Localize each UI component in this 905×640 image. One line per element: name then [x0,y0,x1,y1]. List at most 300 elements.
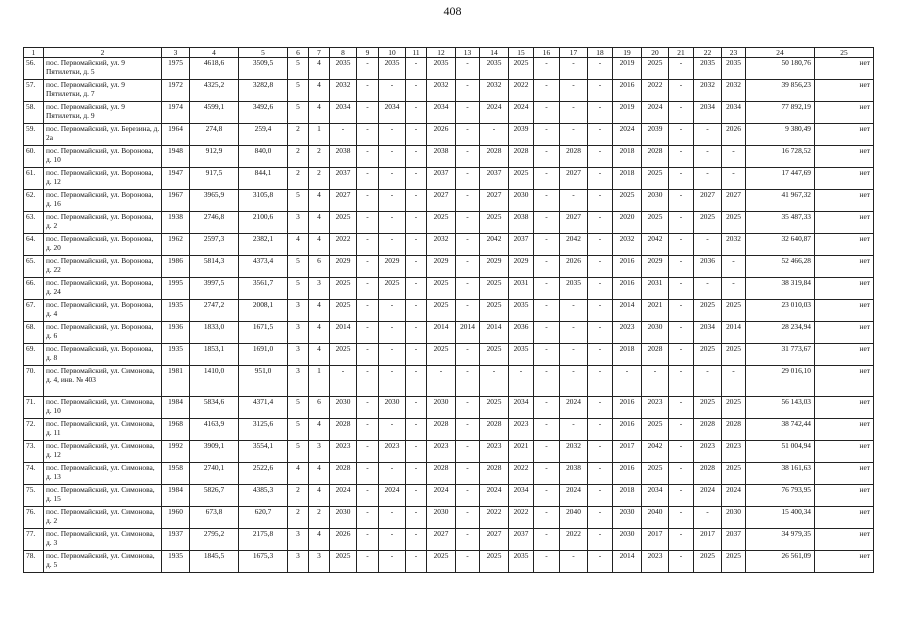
table-cell: 2028 [642,146,669,168]
table-cell: 50 180,76 [746,58,815,80]
table-cell: 5 [288,441,309,463]
table-cell: нет [815,344,874,366]
table-cell: - [560,344,588,366]
table-cell: - [669,146,694,168]
table-cell: 4 [288,463,309,485]
column-header: 9 [357,48,379,58]
table-cell: 2034 [722,102,746,124]
table-cell: 4 [309,344,330,366]
table-cell: - [588,366,613,397]
column-header: 4 [190,48,239,58]
table-cell: - [509,366,534,397]
table-cell: 2035 [509,344,534,366]
table-cell: 2 [309,168,330,190]
table-cell: - [560,190,588,212]
table-cell: 23 010,03 [746,300,815,322]
table-cell: 1981 [162,366,190,397]
table-cell: пос. Первомайский, ул. Воронова, д. 22 [44,256,162,278]
table-row [24,278,874,300]
table-cell: 2035 [509,300,534,322]
table-cell: 3 [309,278,330,300]
table-cell: 2028 [480,146,509,168]
table-cell: 2029 [427,256,456,278]
table-cell: - [669,397,694,419]
table-cell: 2016 [613,80,642,102]
table-cell: - [534,419,560,441]
table-cell: нет [815,322,874,344]
table-cell: - [406,397,427,419]
table-cell: 2014 [456,322,480,344]
table-cell: 2 [288,485,309,507]
table-cell: 2018 [613,146,642,168]
table-cell: пос. Первомайский, ул. Березина, д. 2а [44,124,162,146]
table-cell: 2025 [480,212,509,234]
table-cell: пос. Первомайский, ул. Воронова, д. 4 [44,300,162,322]
table-row [24,441,874,463]
table-cell: - [669,80,694,102]
table-cell: 4 [288,234,309,256]
table-cell: нет [815,485,874,507]
table-cell: - [357,80,379,102]
table-cell: 2025 [694,551,722,573]
table-cell: - [534,256,560,278]
table-cell: пос. Первомайский, ул. Симонова, д. 4, инв. № 403 [44,366,162,397]
table-cell: - [379,366,406,397]
table-cell: 2025 [509,168,534,190]
table-cell: 2024 [560,485,588,507]
table-cell: - [560,322,588,344]
table-cell: - [406,441,427,463]
table-cell: 2024 [642,102,669,124]
table-cell: 2027 [480,529,509,551]
table-cell: 3 [288,300,309,322]
table-cell: нет [815,124,874,146]
table-cell: 3 [288,322,309,344]
table-cell: 73. [24,441,44,463]
table-cell: 1410,0 [190,366,239,397]
table-cell: 4618,6 [190,58,239,80]
table-cell: 259,4 [239,124,288,146]
table-cell: 2025 [642,168,669,190]
table-cell: нет [815,80,874,102]
table-cell: 1935 [162,300,190,322]
table-cell: 1937 [162,529,190,551]
table-row [24,168,874,190]
column-header: 15 [509,48,534,58]
table-cell: 1992 [162,441,190,463]
table-cell: 2030 [330,397,357,419]
table-cell: 68. [24,322,44,344]
table-cell: - [669,212,694,234]
table-cell: 2035 [560,278,588,300]
table-cell: 1938 [162,212,190,234]
table-cell: 2025 [642,463,669,485]
column-header: 12 [427,48,456,58]
table-cell: пос. Первомайский, ул. Воронова, д. 16 [44,190,162,212]
table-row [24,529,874,551]
table-cell: - [534,212,560,234]
table-cell: 2020 [613,212,642,234]
table-cell: 2028 [722,419,746,441]
table-cell: - [406,366,427,397]
table-cell: - [379,168,406,190]
table-cell: 2382,1 [239,234,288,256]
table-cell: 3 [309,441,330,463]
table-cell: 2030 [613,507,642,529]
table-cell: 2042 [642,441,669,463]
table-cell: - [534,485,560,507]
table-cell: - [357,190,379,212]
table-cell: - [560,419,588,441]
table-cell: 5826,7 [190,485,239,507]
table-cell: 2034 [694,102,722,124]
table-cell: 1960 [162,507,190,529]
table-cell: - [669,58,694,80]
table-cell: пос. Первомайский, ул. 9 Пятилетки, д. 9 [44,102,162,124]
table-cell: 4 [309,80,330,102]
table-cell: нет [815,278,874,300]
table-cell: - [480,124,509,146]
column-header: 20 [642,48,669,58]
table-cell: 2032 [330,80,357,102]
table-cell: 31 773,67 [746,344,815,366]
table-cell: 2019 [613,102,642,124]
table-cell: - [379,124,406,146]
table-cell: 2029 [509,256,534,278]
column-header: 6 [288,48,309,58]
table-cell: 2028 [694,463,722,485]
table-cell: - [588,102,613,124]
table-cell: нет [815,234,874,256]
table-cell: - [456,397,480,419]
table-cell: 2027 [560,168,588,190]
table-cell: 2022 [509,80,534,102]
table-cell: 2028 [694,419,722,441]
table-cell: 2039 [509,124,534,146]
table-cell: 2029 [642,256,669,278]
table-cell: пос. Первомайский, ул. Воронова, д. 24 [44,278,162,300]
table-cell: нет [815,551,874,573]
table-cell: 77. [24,529,44,551]
table-cell: 3509,5 [239,58,288,80]
table-cell: - [588,300,613,322]
table-cell: 2025 [509,58,534,80]
table-cell: 1962 [162,234,190,256]
table-cell: - [357,300,379,322]
table-cell: 1986 [162,256,190,278]
table-cell: 1958 [162,463,190,485]
table-cell: - [357,58,379,80]
column-header: 13 [456,48,480,58]
table-cell: 5 [288,278,309,300]
table-cell: 1845,5 [190,551,239,573]
table-cell: 2023 [427,441,456,463]
table-cell: 2035 [330,58,357,80]
table-cell: 2025 [330,551,357,573]
table-cell: - [588,256,613,278]
table-cell: 75. [24,485,44,507]
table-cell: - [456,190,480,212]
table-cell: 2597,3 [190,234,239,256]
table-cell: - [669,344,694,366]
table-row [24,463,874,485]
table-cell: 2027 [722,190,746,212]
table-cell: 2747,2 [190,300,239,322]
table-cell: 2025 [642,419,669,441]
table-cell: 2029 [480,256,509,278]
table-cell: пос. Первомайский, ул. Симонова, д. 13 [44,463,162,485]
table-cell: 2025 [642,58,669,80]
table-cell: 2023 [379,441,406,463]
table-cell: нет [815,366,874,397]
table-cell: 2038 [560,463,588,485]
table-cell: - [669,278,694,300]
table-cell: пос. Первомайский, ул. Воронова, д. 12 [44,168,162,190]
table-cell: - [534,551,560,573]
table-cell: нет [815,256,874,278]
table-cell: нет [815,190,874,212]
table-cell: 70. [24,366,44,397]
table-cell: 2032 [613,234,642,256]
table-cell: 78. [24,551,44,573]
table-cell: 2014 [427,322,456,344]
table-cell: 3492,6 [239,102,288,124]
table-cell: 74. [24,463,44,485]
table-cell: 1984 [162,485,190,507]
table-cell: - [588,441,613,463]
table-cell: 5 [288,419,309,441]
table-cell: 2036 [694,256,722,278]
table-cell: 2034 [509,397,534,419]
table-cell: - [534,344,560,366]
table-cell: - [588,344,613,366]
table-cell: 2025 [480,300,509,322]
table-cell: 2018 [613,168,642,190]
table-cell: - [534,234,560,256]
table-cell: - [613,366,642,397]
table-cell: 2024 [560,397,588,419]
table-cell: 2017 [613,441,642,463]
table-cell: 1968 [162,419,190,441]
table-cell: 2038 [427,146,456,168]
table-cell: 2022 [480,507,509,529]
table-cell: 2025 [427,551,456,573]
table-cell: - [357,212,379,234]
table-cell: 2030 [722,507,746,529]
table-cell: 2022 [560,529,588,551]
table-cell: 4373,4 [239,256,288,278]
table-cell: 2024 [613,124,642,146]
table-cell: - [669,419,694,441]
table-cell: 77 892,19 [746,102,815,124]
table-cell: 2037 [480,168,509,190]
table-cell: 2034 [330,102,357,124]
column-header: 21 [669,48,694,58]
table-cell: 2040 [642,507,669,529]
table-cell: 2023 [722,441,746,463]
table-cell: - [588,485,613,507]
table-cell: 3105,8 [239,190,288,212]
table-cell: 2030 [613,529,642,551]
column-header: 24 [746,48,815,58]
table-cell: 2028 [509,146,534,168]
table-cell: - [357,366,379,397]
table-cell: 2025 [480,278,509,300]
table-cell: 63. [24,212,44,234]
table-cell: - [560,300,588,322]
table-cell: 34 979,35 [746,529,815,551]
table-cell: 2034 [642,485,669,507]
table-cell: - [357,507,379,529]
table-cell: нет [815,507,874,529]
table-cell: - [406,551,427,573]
table-cell: - [694,146,722,168]
table-cell: 2017 [642,529,669,551]
table-cell: - [588,397,613,419]
table-cell: - [456,344,480,366]
table-cell: 2034 [379,102,406,124]
table-cell: - [722,146,746,168]
table-cell: 2025 [427,278,456,300]
table-cell: 2021 [642,300,669,322]
table-cell: 66. [24,278,44,300]
table-cell: - [456,463,480,485]
table-cell: 59. [24,124,44,146]
table-cell: 2026 [330,529,357,551]
table-cell: 2022 [642,80,669,102]
table-cell: - [588,190,613,212]
table-cell: - [357,102,379,124]
table-cell: 1975 [162,58,190,80]
table-cell: 2037 [509,529,534,551]
column-header: 7 [309,48,330,58]
table-cell: 2023 [694,441,722,463]
table-cell: 2016 [613,256,642,278]
table-cell: - [694,234,722,256]
table-cell: 3 [288,344,309,366]
table-cell: - [669,322,694,344]
table-cell: 2024 [694,485,722,507]
table-cell: 2 [309,146,330,168]
table-row [24,190,874,212]
table-cell: - [406,344,427,366]
table-cell: - [588,507,613,529]
table-cell: 2034 [694,322,722,344]
table-cell: 69. [24,344,44,366]
table-cell: 2025 [722,212,746,234]
table-cell: 2027 [427,529,456,551]
table-cell: - [694,168,722,190]
table-cell: - [669,102,694,124]
table-cell: 2008,1 [239,300,288,322]
table-cell: 1671,5 [239,322,288,344]
table-cell: - [588,322,613,344]
table-cell: 4 [309,234,330,256]
table-cell: 840,0 [239,146,288,168]
table-row [24,507,874,529]
table-cell: - [669,234,694,256]
table-cell: пос. Первомайский, ул. Симонова, д. 10 [44,397,162,419]
table-cell: 2025 [330,278,357,300]
table-cell: нет [815,397,874,419]
table-cell: нет [815,168,874,190]
table-cell: - [722,168,746,190]
table-cell: 2014 [613,551,642,573]
table-cell: 4 [309,58,330,80]
table-cell: - [560,102,588,124]
table-cell: 2037 [509,234,534,256]
table-cell: 2746,8 [190,212,239,234]
table-cell: 2023 [509,419,534,441]
table-cell: 5 [288,80,309,102]
table-cell: 2027 [427,190,456,212]
table-cell: 1964 [162,124,190,146]
table-cell: 1984 [162,397,190,419]
table-cell: 4 [309,190,330,212]
table-cell: 67. [24,300,44,322]
table-cell: - [357,485,379,507]
table-cell: 2025 [722,463,746,485]
table-cell: 56 143,03 [746,397,815,419]
table-cell: 2016 [613,419,642,441]
table-cell: 2027 [694,190,722,212]
table-cell: 2795,2 [190,529,239,551]
table-cell: - [669,168,694,190]
table-cell: 844,1 [239,168,288,190]
table-cell: - [406,58,427,80]
column-header: 18 [588,48,613,58]
table-cell: 4 [309,419,330,441]
table-cell: 2024 [480,102,509,124]
table-cell: - [379,234,406,256]
table-cell: 2031 [509,278,534,300]
table-cell: 4 [309,212,330,234]
table-cell: 1936 [162,322,190,344]
table-cell: 2175,8 [239,529,288,551]
table-cell: - [406,300,427,322]
table-cell: 2039 [642,124,669,146]
column-header: 22 [694,48,722,58]
table-cell: 3125,6 [239,419,288,441]
table-cell: 2025 [480,397,509,419]
table-cell: 5 [288,256,309,278]
table-cell: 2026 [427,124,456,146]
table-cell: 2025 [722,551,746,573]
table-cell: - [456,234,480,256]
table-cell: 1935 [162,344,190,366]
table-cell: 2028 [330,463,357,485]
table-cell: - [534,168,560,190]
table-cell: 2035 [379,58,406,80]
table-cell: 2023 [613,322,642,344]
table-cell: 29 016,10 [746,366,815,397]
table-cell: 2 [288,124,309,146]
table-cell: - [456,58,480,80]
table-cell: - [588,419,613,441]
table-cell: - [357,441,379,463]
table-cell: 2030 [642,190,669,212]
table-row [24,124,874,146]
table-cell: - [406,102,427,124]
table-cell: - [588,168,613,190]
table-cell: 2042 [560,234,588,256]
table-cell: - [379,322,406,344]
table-cell: 2026 [722,124,746,146]
table-cell: 2035 [722,58,746,80]
table-cell: 2029 [379,256,406,278]
table-cell: 2025 [722,300,746,322]
table-cell: 2027 [480,190,509,212]
